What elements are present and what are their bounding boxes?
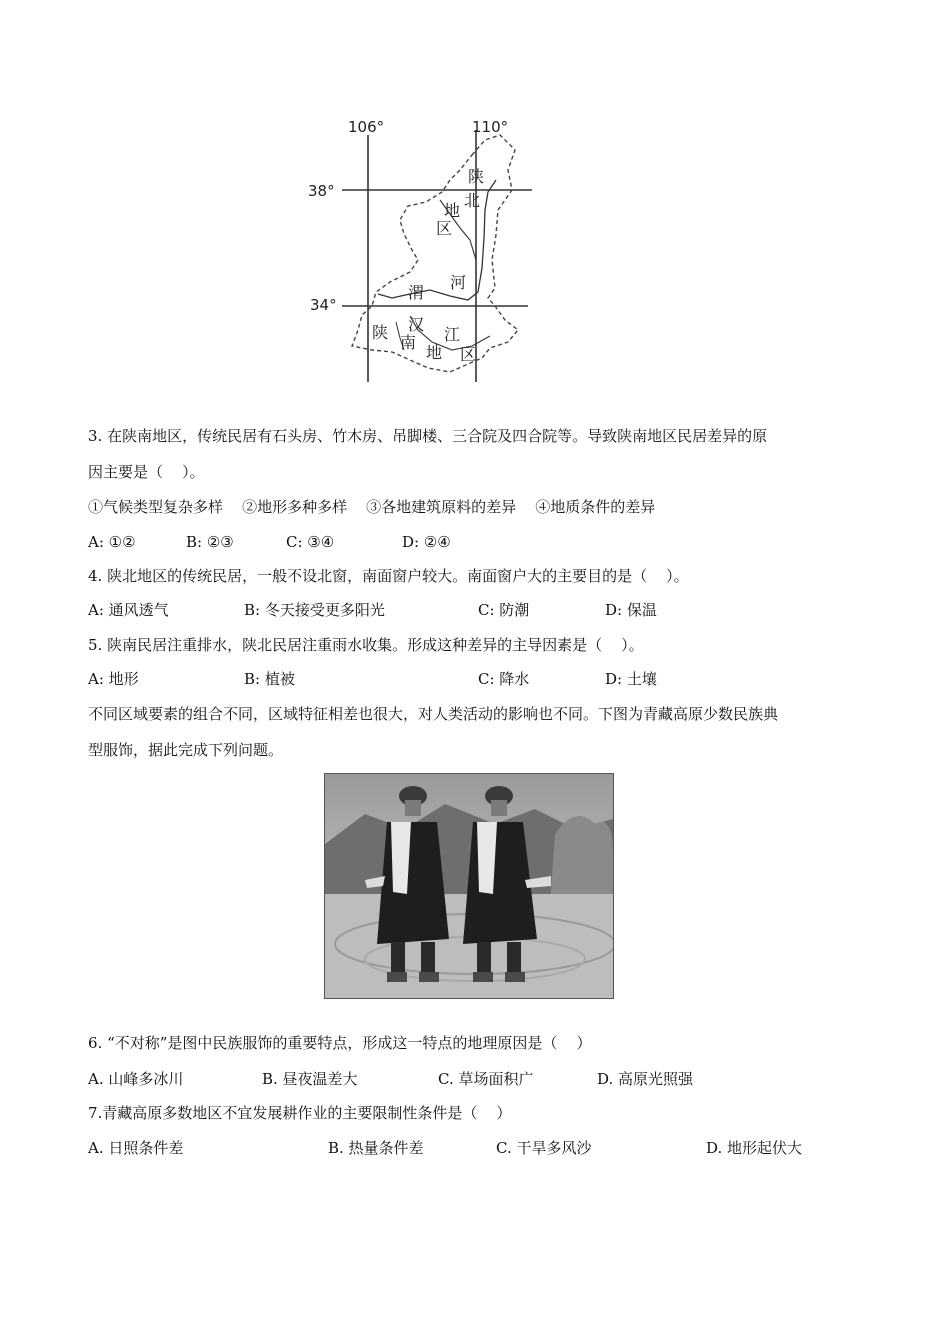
q3-choices: ①气候类型复杂多样 ②地形多种多样 ③各地建筑原料的差异 ④地质条件的差异 [88,498,656,516]
intro-line1: 不同区域要素的组合不同，区域特征相差也很大，对人类活动的影响也不同。下图为青藏高原少数民族典 [88,705,779,723]
label-106: 106° [348,118,385,136]
q6-option-b[interactable]: B. 昼夜温差大 [262,1070,358,1088]
q4-option-c[interactable]: C: 防潮 [478,601,530,619]
photo-svg [325,774,613,998]
shaanxi-map [300,110,550,395]
q3-option-c[interactable]: C: ③④ [286,533,335,551]
map-char: 地 [426,343,443,362]
map-char: 汉 [408,315,425,334]
q3-option-b[interactable]: B: ②③ [186,533,234,551]
q7-stem: 7.青藏高原多数地区不宜发展耕作业的主要限制性条件是（ ） [88,1104,512,1122]
label-38: 38° [308,182,335,200]
q7-option-c[interactable]: C. 干旱多风沙 [496,1139,592,1157]
map-char: 北 [464,191,481,210]
map-char: 南 [400,333,417,352]
q4-option-a[interactable]: A: 通风透气 [88,601,169,619]
q6-stem: 6. “不对称”是图中民族服饰的重要特点，形成这一特点的地理原因是（ ） [88,1034,592,1052]
q4-stem: 4. 陕北地区的传统民居，一般不设北窗，南面窗户较大。南面窗户大的主要目的是（ ）。 [88,567,689,585]
q6-option-d[interactable]: D. 高原光照强 [597,1070,694,1088]
q3-option-d[interactable]: D: ②④ [402,533,451,551]
map-char: 江 [444,325,461,344]
q5-option-d[interactable]: D: 土壤 [605,670,657,688]
q5-option-b[interactable]: B: 植被 [244,670,295,688]
map-char: 地 [444,201,461,220]
q3-stem-line1: 3. 在陕南地区，传统民居有石头房、竹木房、吊脚楼、三合院及四合院等。导致陕南地区民居差异的原 [88,427,768,445]
label-34: 34° [310,296,337,314]
q6-option-a[interactable]: A. 山峰多冰川 [88,1070,184,1088]
map-char: 区 [460,345,477,364]
map-char: 河 [450,273,467,292]
q3-stem-line2: 因主要是（ ）。 [88,463,205,481]
q6-option-c[interactable]: C. 草场面积广 [438,1070,534,1088]
trees [550,816,613,904]
tibetan-costume-photo [324,773,614,999]
label-110: 110° [472,118,509,136]
q5-option-c[interactable]: C: 降水 [478,670,530,688]
map-char: 区 [436,219,453,238]
q5-option-a[interactable]: A: 地形 [88,670,139,688]
map-char: 陕 [372,323,389,342]
q5-stem: 5. 陕南民居注重排水，陕北民居注重雨水收集。形成这种差异的主导因素是（ ）。 [88,636,644,654]
map-char: 陕 [468,167,485,186]
q7-option-b[interactable]: B. 热量条件差 [328,1139,424,1157]
q3-option-a[interactable]: A: ①② [88,533,136,551]
q7-option-d[interactable]: D. 地形起伏大 [706,1139,803,1157]
intro-line2: 型服饰，据此完成下列问题。 [88,741,284,759]
q7-option-a[interactable]: A. 日照条件差 [88,1139,184,1157]
q4-option-b[interactable]: B: 冬天接受更多阳光 [244,601,385,619]
map-char: 渭 [408,283,425,302]
q4-option-d[interactable]: D: 保温 [605,601,657,619]
shaanxi-map-svg [300,110,550,395]
